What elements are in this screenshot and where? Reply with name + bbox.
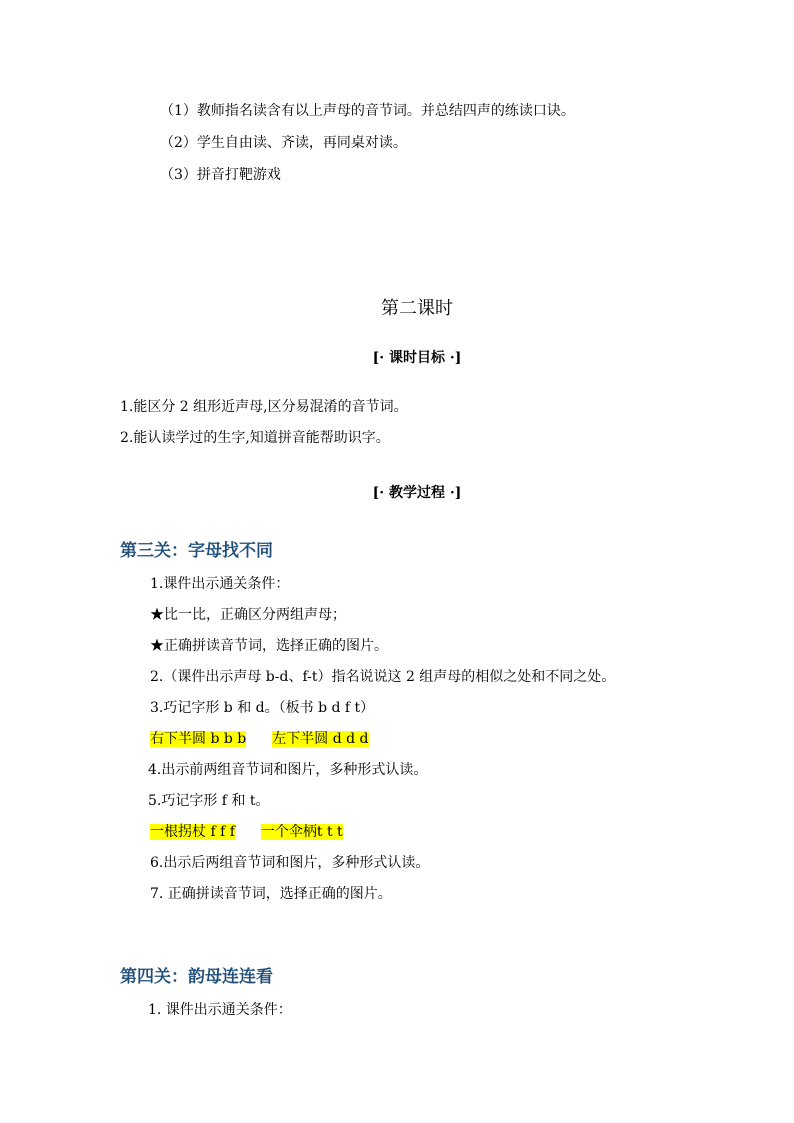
highlight-umbrella: 一个伞柄 [260, 824, 317, 840]
objectives-header: [· 课时目标 ·] [372, 350, 462, 366]
level3-heading: 第三关：字母找不同 [120, 541, 273, 561]
highlight-fff: 一根拐杖 f f f [150, 824, 235, 840]
level3-line4: 4.出示前两组音节词和图片，多种形式认读。 [148, 762, 428, 778]
level3-line3: 3.巧记字形 b 和 d。（板书 b d f t） [150, 700, 375, 716]
highlight-line-2 [150, 823, 343, 841]
item-1: （1）教师指名读含有以上声母的音节词。并总结四声的练读口诀。 [160, 103, 575, 119]
highlight-bbb: 右下半圆 b b b [150, 731, 247, 747]
objective-1: 1.能区分 2 组形近声母,区分易混淆的音节词。 [120, 399, 408, 415]
level3-line1: 1.课件出示通关条件： [150, 576, 290, 592]
level3-star2: ★正确拼读音节词，选择正确的图片。 [150, 638, 388, 654]
level3-line6: 6.出示后两组音节词和图片，多种形式认读。 [150, 855, 430, 871]
highlight-ddd: 左下半圆 d d d [272, 731, 369, 747]
highlight-ttt: t t t [316, 824, 343, 840]
lesson-title: 第二课时 [381, 298, 453, 319]
level3-line7: 7. 正确拼读音节词，选择正确的图片。 [150, 886, 392, 902]
highlight-line-1 [150, 730, 369, 748]
item-2: （2）学生自由读、齐读，再同桌对读。 [160, 135, 407, 151]
objective-2: 2.能认读学过的生字,知道拼音能帮助识字。 [120, 430, 390, 446]
level4-line1: 1. 课件出示通关条件： [148, 1002, 292, 1018]
process-header: [· 教学过程 ·] [372, 485, 462, 501]
level3-line5: 5.巧记字形 f 和 t。 [148, 793, 270, 809]
level4-heading: 第四关：韵母连连看 [120, 967, 273, 987]
item-3: （3）拼音打靶游戏 [160, 167, 281, 183]
level3-line2: 2.（课件出示声母 b-d、f-t）指名说说这 2 组声母的相似之处和不同之处。 [150, 669, 616, 685]
level3-star1: ★比一比，正确区分两组声母； [150, 607, 346, 623]
